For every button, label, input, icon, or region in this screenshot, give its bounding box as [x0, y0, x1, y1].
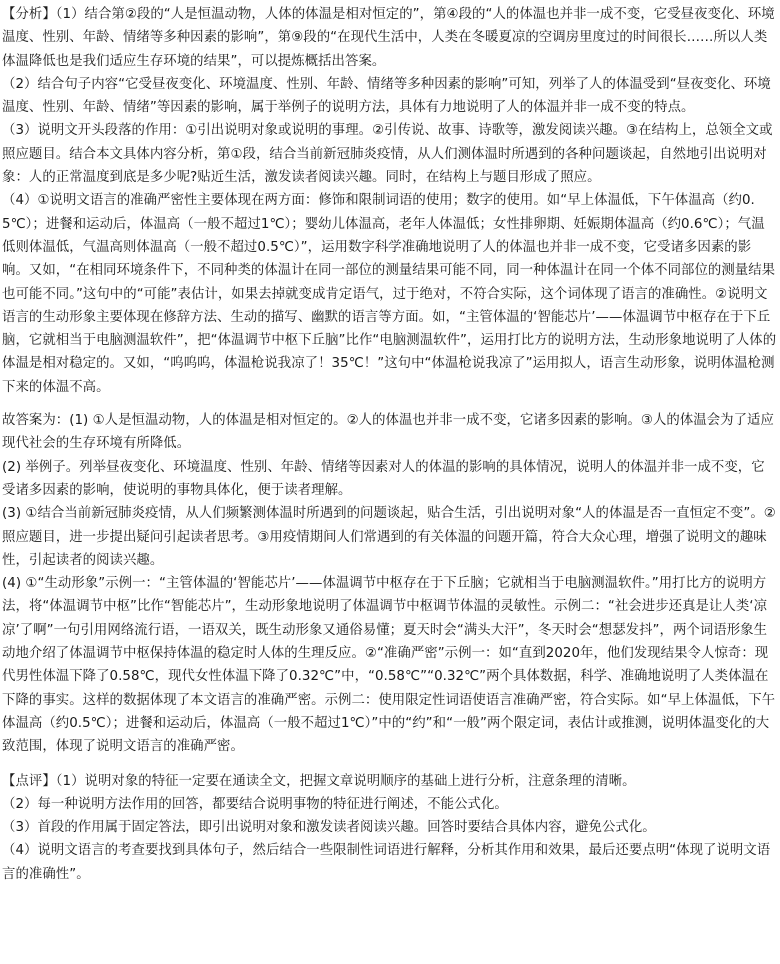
section-gap [2, 759, 778, 770]
answer-paragraph-3: (3) ①结合当前新冠肺炎疫情，从人们频繁测体温时所遇到的问题谈起，贴合生活，引出说明对象“人的体温是否一直恒定不变”。②照应题目，进一步提出疑问引起读者思考。③用疫情期间人们常遇到的有关体温的问题开篇，符合大众心理，增强了说明文的趣味性，引起读者的阅读兴趣。 [2, 506, 776, 568]
comment-paragraph-2: （2）每一种说明方法作用的回答，都要结合说明事物的特征进行阐述，不能公式化。 [2, 796, 508, 812]
analysis-section [2, 3, 778, 399]
answer-section [2, 409, 778, 758]
section-gap [2, 399, 778, 409]
comment-paragraph-3: （3）首段的作用属于固定答法，即引出说明对象和激发读者阅读兴趣。回答时要结合具体内容，避免公式化。 [2, 820, 656, 836]
analysis-paragraph-3: （3）说明文开头段落的作用：①引出说明对象或说明的事理。②引传说、故事、诗歌等，激发阅读兴趣。③在结构上，总领全文或照应题目。结合本文具体内容分析，第①段，结合当前新冠肺炎疫情，从人们测体温时所遇到的各种问题谈起，自然地引出说明对象：人的正常温度到底是多少呢?贴近生活，激发读者阅读兴趣。同时，在结构上与题目形成了照应。 [2, 123, 773, 186]
answer-paragraph-4: (4) ①“生动形象”示例一：“主管体温的‘智能芯片’——体温调节中枢存在于下丘脑；它就相当于电脑测温软件。”用打比方的说明方法，将“体温调节中枢”比作“智能芯片”，生动形象地说明了体温调节中枢调节体温的灵敏性。示例二：“社会进步还真是让人类‘凉凉’了啊”一句引用网络流行语，一语双关，既生动形象又通俗易懂；夏天时会“满头大汗”，冬天时会“想瑟发抖”，两个词语形象生动地介绍了体温调节中枢保持体温的稳定时人体的生理反应。②“准确严密”示例一：如“直到2020年，他们发现结果令人惊奇：现代男性体温下降了0.58℃，现代女性体温下降了0.32℃”中，“0.58℃”“0.32℃”两个具体数据，科学、准确地说明了人类体温在下降的事实。这样的数据体现了本文语言的准确严密。示例二：使用限定性词语使语言准确严密，符合实际。如“早上体温低，下午体温高（约0.5℃）；进餐和运动后，体温高（一般不超过1℃）”中的“约”和“一般”两个限定词，表估计或推测，说明体温变化的大致范围，体现了说明文语言的准确严密。 [2, 576, 776, 755]
answer-paragraph-2: (2) 举例子。列举昼夜变化、环境温度、性别、年龄、情绪等因素对人的体温的影响的具体情况，说明人的体温并非一成不变，它受诸多因素的影响，使说明的事物具体化，便于读者理解。 [2, 459, 765, 498]
comment-paragraph-4: （4）说明文语言的考查要找到具体句子，然后结合一些限制性词语进行解释，分析其作用和效果，最后还要点明“体现了说明文语言的准确性”。 [2, 843, 771, 882]
analysis-paragraph-1: 【分析】（1）结合第②段的“人是恒温动物，人体的体温是相对恒定的”，第④段的“人的体温也并非一成不变，它受昼夜变化、环境温度、性别、年龄、情绪等多种因素的影响”，第⑨段的“在现代生活中，人类在冬暖夏凉的空调房里度过的时间很长……所以人类体温降低也是我们适应生存环境的结果”，可以提炼概括出答案。 [2, 7, 775, 69]
analysis-paragraph-4: （4）①说明文语言的准确严密性主要体现在两方面：修饰和限制词语的使用；数字的使用。如“早上体温低，下午体温高（约0.5℃）；进餐和运动后，体温高（一般不超过1℃）；婴幼儿体温高，老年人体温低；女性排卵期、妊娠期体温高（约0.6℃）；气温低则体温低，气温高则体温高（一般不超过0.5℃）”，运用数字科学准确地说明了人的体温也并非一成不变，它受诸多因素的影响。又如，“在相同环境条件下，不同种类的体温计在同一部位的测量结果可能不同，同一种体温计在同一个体不同部位的测量结果也可能不同。”这句中的“可能”表估计，如果去掉就变成肯定语气，过于绝对，不符合实际，这个词体现了语言的准确性。②说明文语言的生动形象主要体现在修辞方法、生动的描写、幽默的语言等方面。如，“主管体温的‘智能芯片’——体温调节中枢存在于下丘脑，它就相当于电脑测温软件”，把“体温调节中枢下丘脑”比作“电脑测温软件”，运用打比方的说明方法，生动形象地说明了人体的体温是相对稳定的。又如，“呜呜呜，体温枪说我凉了！35℃！”这句中“体温枪说我凉了”运用拟人，语言生动形象，说明体温枪测下来的体温不高。 [2, 193, 777, 395]
analysis-paragraph-2: （2）结合句子内容“它受昼夜变化、环境温度、性别、年龄、情绪等多种因素的影响”可知，列举了人的体温受到“昼夜变化、环境温度、性别、年龄、情绪”等因素的影响，属于举例子的说明方法，具体有力地说明了人的体温并非一成不变的特点。 [2, 76, 771, 116]
comment-section [2, 770, 778, 886]
answer-paragraph-1: 故答案为：(1) ①人是恒温动物，人的体温是相对恒定的。②人的体温也并非一成不变，它诸多因素的影响。③人的体温会为了适应现代社会的生存环境有所降低。 [2, 413, 774, 452]
comment-paragraph-1: 【点评】（1）说明对象的特征一定要在通读全文，把握文章说明顺序的基础上进行分析，注意条理的清晰。 [2, 773, 636, 789]
